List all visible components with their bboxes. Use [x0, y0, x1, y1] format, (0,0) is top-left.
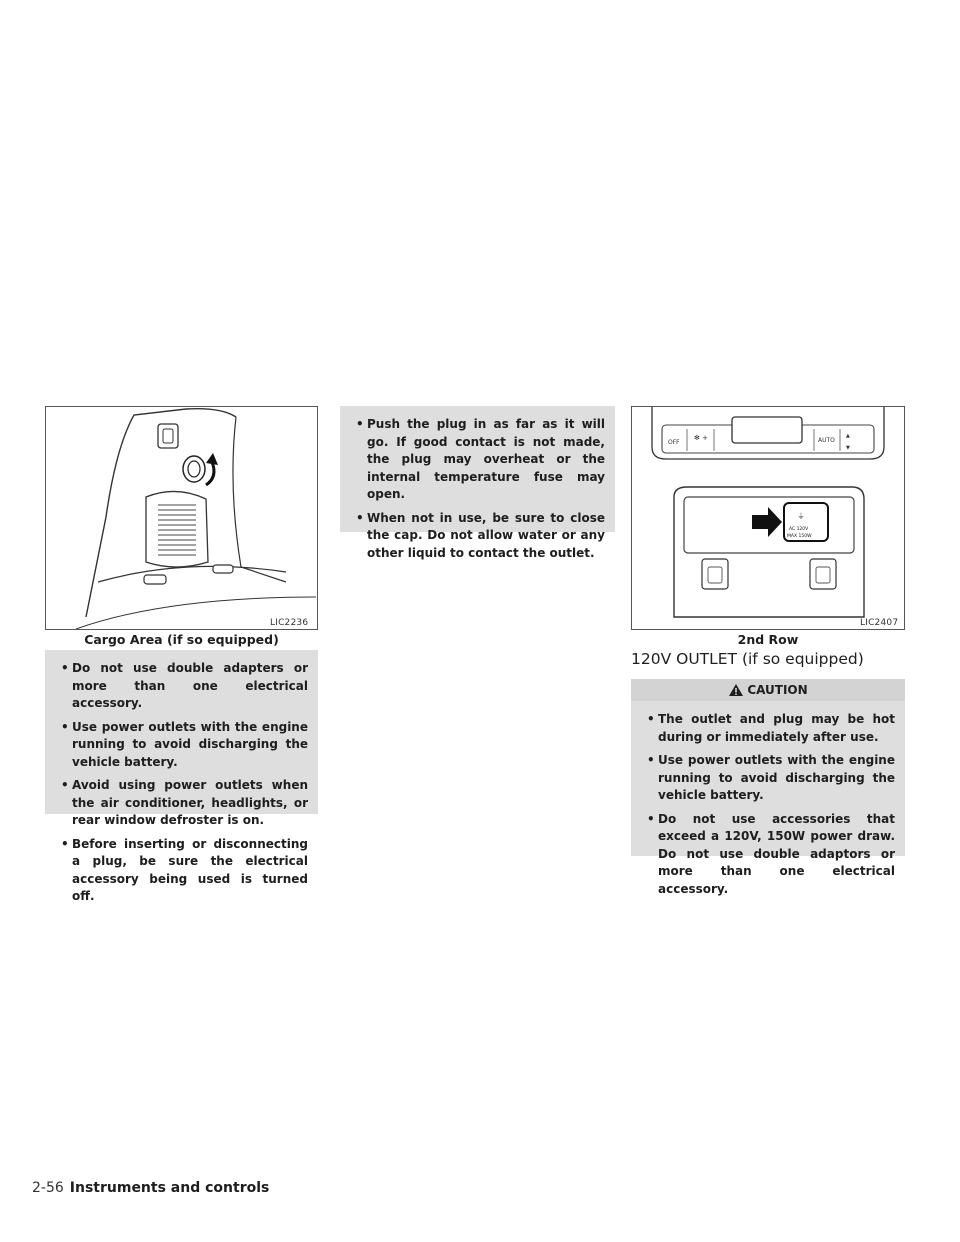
figure-cargo-area: [45, 406, 318, 630]
svg-text:▼: ▼: [846, 445, 850, 451]
svg-text:⏚: ⏚: [797, 512, 805, 521]
svg-text:AUTO: AUTO: [818, 437, 835, 444]
caution-box: [631, 701, 905, 896]
figure-code: LIC2407: [860, 618, 899, 628]
warning-item: • Push the plug in as far as it will go. If good contact is not made, the plug may overheat or the internal temperature fuse may open.: [350, 416, 605, 504]
caution-header: [631, 679, 905, 701]
section-title: 120V OUTLET (if so equipped): [631, 650, 864, 668]
second-row-illustration: [632, 407, 904, 629]
page-number: 2-56: [32, 1180, 64, 1196]
page-footer: [32, 1180, 269, 1196]
caution-item: • Do not use accessories that exceed a 120V, 150W power draw. Do not use double adaptors or more than one electrical accessory.: [641, 811, 895, 899]
caution-item: • The outlet and plug may be hot during or immediately after use.: [641, 711, 895, 746]
warning-item: • When not in use, be sure to close the cap. Do not allow water or any other liquid to contact the outlet.: [350, 510, 605, 563]
svg-text:AC 120V: AC 120V: [789, 527, 809, 532]
warning-box-middle: [340, 406, 615, 560]
warning-triangle-icon: [728, 683, 744, 697]
warning-item: • Use power outlets with the engine running to avoid discharging the vehicle battery.: [55, 719, 308, 772]
svg-text:OFF: OFF: [668, 439, 680, 446]
figure-code: LIC2236: [270, 618, 309, 628]
svg-text:MAX 150W: MAX 150W: [787, 534, 812, 539]
cargo-area-illustration: [46, 407, 317, 629]
warning-item: • Before inserting or disconnecting a plug, be sure the electrical accessory being used is turned off.: [55, 836, 308, 906]
svg-text:▲: ▲: [846, 433, 850, 439]
caution-label: CAUTION: [747, 683, 808, 697]
figure-caption: Cargo Area (if so equipped): [84, 632, 279, 647]
figure-2nd-row: [631, 406, 905, 630]
warning-box-left: [45, 650, 318, 903]
figure-caption: 2nd Row: [737, 632, 799, 647]
warning-item: • Do not use double adapters or more than one electrical accessory.: [55, 660, 308, 713]
footer-section-title: Instruments and controls: [69, 1180, 270, 1196]
caution-item: • Use power outlets with the engine running to avoid discharging the vehicle battery.: [641, 752, 895, 805]
svg-text:✻ +: ✻ +: [694, 434, 708, 442]
warning-item: • Avoid using power outlets when the air conditioner, headlights, or rear window defroster is on.: [55, 777, 308, 830]
